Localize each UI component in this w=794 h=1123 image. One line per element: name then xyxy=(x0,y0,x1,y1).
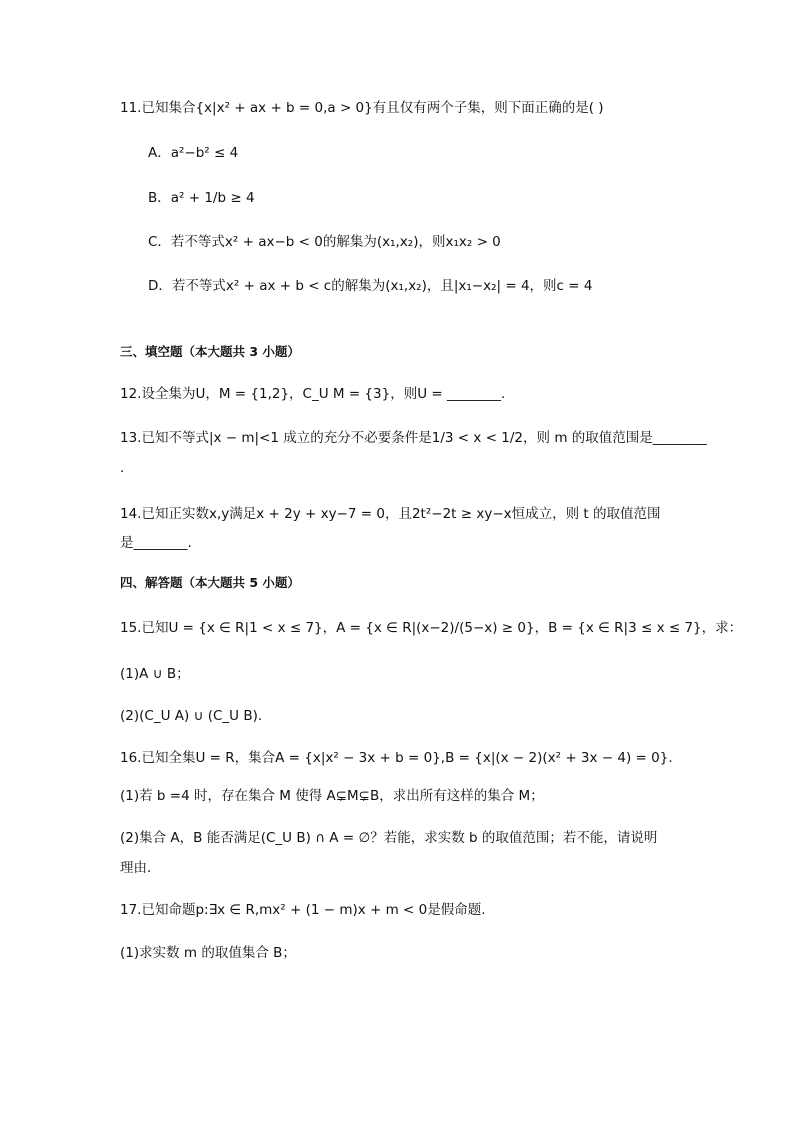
question-16-part-1: (1)若 b =4 时，存在集合 M 使得 A⊊M⊊B，求出所有这样的集合 M； xyxy=(120,788,544,804)
question-14-continuation: 是________. xyxy=(120,535,192,551)
question-15-part-1: (1)A ∪ B； xyxy=(120,666,190,682)
option-a: A．a²−b² ≤ 4 xyxy=(148,145,239,161)
section-fill-blank-heading: 三、填空题（本大题共 3 小题） xyxy=(120,344,300,359)
question-15: 15.已知U = {x ∈ R|1 < x ≤ 7}，A = {x ∈ R|(x−2)/(5−x) ≥ 0}，B = {x ∈ R|3 ≤ x ≤ 7}，求： xyxy=(120,620,743,636)
question-11: 11.已知集合{x|x² + ax + b = 0,a > 0}有且仅有两个子集，则下面正确的是( ) xyxy=(120,100,604,116)
question-13-continuation: . xyxy=(120,460,125,476)
question-12: 12.设全集为U，M = {1,2}，C_U M = {3}，则U = ________. xyxy=(120,386,506,402)
option-c: C．若不等式x² + ax−b < 0的解集为(x₁,x₂)，则x₁x₂ > 0 xyxy=(148,234,501,250)
question-16-part-2-continuation: 理由． xyxy=(120,860,161,876)
question-15-part-2: (2)(C_U A) ∪ (C_U B). xyxy=(120,708,263,724)
section-solve-heading: 四、解答题（本大题共 5 小题） xyxy=(120,575,300,590)
option-b: B．a² + 1/b ≥ 4 xyxy=(148,190,255,206)
question-16: 16.已知全集U = R，集合A = {x|x² − 3x + b = 0},B = {x|(x − 2)(x² + 3x − 4) = 0}. xyxy=(120,750,673,766)
question-17: 17.已知命题p:∃x ∈ R,mx² + (1 − m)x + m < 0是假命题. xyxy=(120,902,486,918)
question-14: 14.已知正实数x,y满足x + 2y + xy−7 = 0，且2t²−2t ≥ xy−x恒成立，则 t 的取值范围 xyxy=(120,506,661,522)
question-16-part-2: (2)集合 A，B 能否满足(C_U B) ∩ A = ∅？若能，求实数 b 的取值范围；若不能，请说明 xyxy=(120,830,658,846)
option-d: D．若不等式x² + ax + b < c的解集为(x₁,x₂)，且|x₁−x₂| = 4，则c = 4 xyxy=(148,278,593,294)
question-13: 13.已知不等式|x − m|<1 成立的充分不必要条件是1/3 < x < 1/2，则 m 的取值范围是________ xyxy=(120,430,707,446)
question-17-part-1: (1)求实数 m 的取值集合 B； xyxy=(120,945,296,961)
